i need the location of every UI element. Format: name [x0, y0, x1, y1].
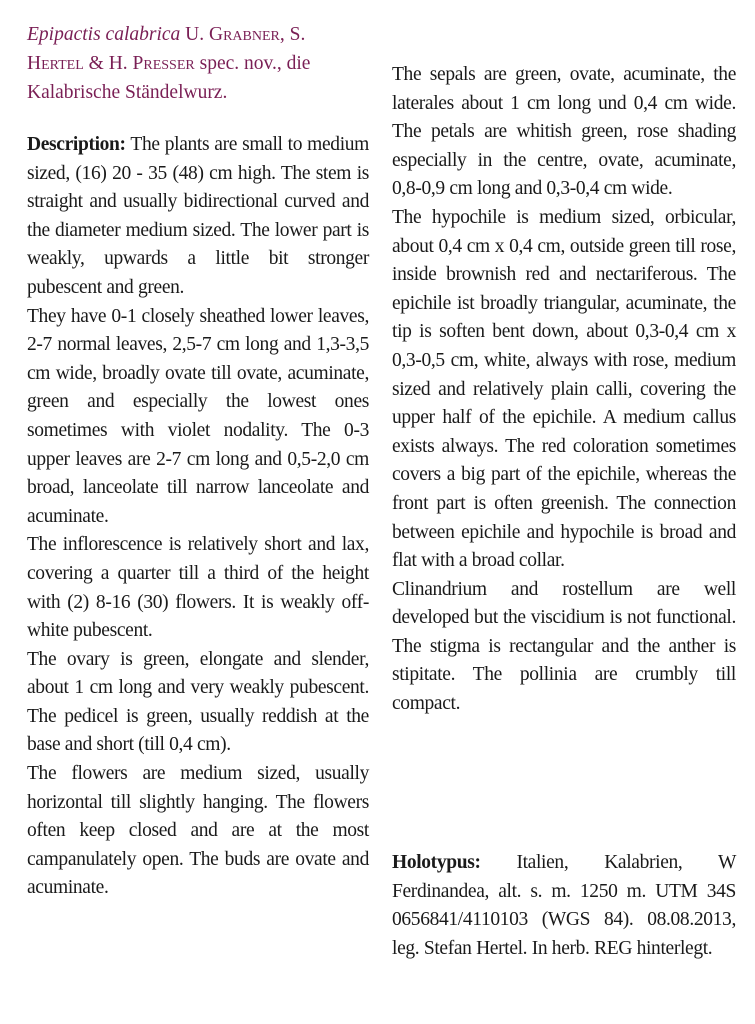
description-paragraph-7: The hypochile is medium sized, orbicular, about 0,4 cm x 0,4 cm, outside green till rose, inside brownish red and nectariferous. The epichile ist broadly triangular, acuminate, the tip is soften bent down, about 0,3-0,4 cm x 0,3-0,5 cm, white, always with rose, medium sized and relatively plain calli, covering the upper half of the epichile. A medium callus exists always. The red coloration sometimes covers a big part of the epichile, whereas the front part is often greenish. The connection between epichile and hypochile is broad and flat with a broad collar.	[392, 206, 736, 572]
description-continued	[392, 61, 736, 719]
species-status: spec. nov., die	[199, 53, 311, 74]
description-paragraph-6: The sepals are green, ovate, acuminate, the laterales about 1 cm long und 0,4 cm wide. The petals are whitish green, rose shading especially in the centre, ovate, acuminate, 0,8-0,9 cm long and 0,3-0,4 cm wide.	[392, 64, 736, 200]
description-block	[27, 131, 369, 903]
description-paragraph-8: Clinandrium and rostellum are well developed but the viscidium is not functional. The stigma is rectangular and the anther is stipitate. The pollinia are crumbly till compact.	[392, 578, 736, 715]
holotypus-paragraph: Holotypus: Italien, Kalabrien, W Ferdinandea, alt. s. m. 1250 m. UTM 34S 0656841/4110103 (WGS 84). 08.08.2013, leg. Stefan Hertel. In herb. REG hinterlegt.	[392, 852, 737, 959]
species-header	[27, 20, 377, 107]
description-paragraph-5: The flowers are medium sized, usually horizontal till slightly hanging. The flowers often keep closed and are at the most campanulately open. The buds are ovate and acuminate.	[27, 763, 369, 899]
description-paragraph-3: The inflorescence is relatively short and lax, covering a quarter till a third of the height with (2) 8-16 (30) flowers. It is weakly off-white pubescent.	[27, 534, 369, 642]
description-paragraph-2: They have 0-1 closely sheathed lower leaves, 2-7 normal leaves, 2,5-7 cm long and 1,3-3,5 cm wide, broadly ovate till ovate, acuminate, green and especially the lowest ones sometimes with violet nodality. The 0-3 upper leaves are 2-7 cm long and 0,5-2,0 cm broad, lanceolate till narrow lanceolate and acuminate.	[27, 305, 369, 527]
authors-line-2: Hertel & H. Presser	[27, 53, 195, 74]
description-label: Description:	[27, 134, 126, 155]
description-paragraph-1: Description: The plants are small to medium sized, (16) 20 - 35 (48) cm high. The stem is straight and usually bidirectional curved and the diameter medium sized. The lower part is weakly, upwards a little bit stronger pubescent and green.	[27, 134, 369, 298]
description-paragraph-4: The ovary is green, elongate and slender, about 1 cm long and very weakly pubescent. The pedicel is green, usually reddish at the base and short (till 0,4 cm).	[27, 648, 369, 756]
holotypus-block	[392, 849, 736, 963]
holotypus-label: Holotypus:	[392, 852, 481, 873]
species-name: Epipactis calabrica	[27, 24, 181, 45]
common-name: Kalabrische Ständelwurz.	[27, 82, 228, 103]
authors-line-1: U. Grabner, S.	[185, 24, 306, 45]
